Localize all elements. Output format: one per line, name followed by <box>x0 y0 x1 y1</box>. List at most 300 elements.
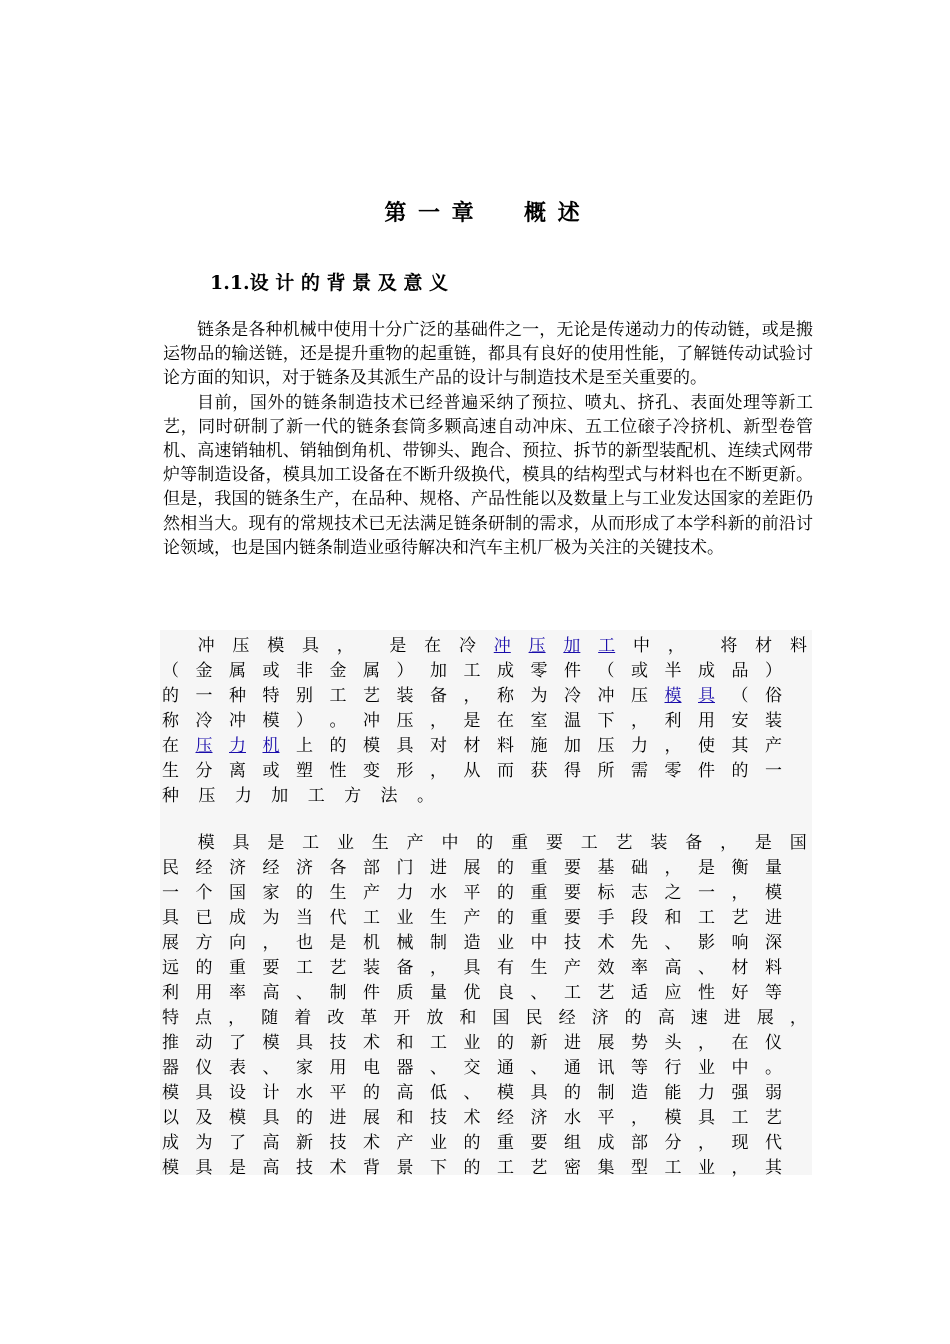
excerpt-char: 为 <box>530 686 548 706</box>
excerpt-char: 基 <box>597 858 615 878</box>
excerpt-char: 离 <box>229 761 246 781</box>
excerpt-char: 模 <box>197 833 215 853</box>
excerpt-char: 为 <box>195 1133 213 1153</box>
excerpt-char: 段 <box>631 908 648 928</box>
excerpt-char: 模 <box>267 636 285 656</box>
excerpt-char: 水 <box>296 1083 313 1103</box>
excerpt-char: 重 <box>511 833 529 853</box>
excerpt-char: 响 <box>731 933 749 953</box>
excerpt-char: 手 <box>597 908 615 928</box>
excerpt-char: 术 <box>363 1133 380 1153</box>
excerpt-char: 得 <box>564 761 581 781</box>
body-text <box>163 318 813 560</box>
excerpt-char: 加 <box>564 736 581 756</box>
excerpt-char: ， <box>336 636 354 656</box>
excerpt-char: 技 <box>329 1133 347 1153</box>
excerpt-char: 用 <box>195 983 213 1003</box>
excerpt-char: 材 <box>463 736 481 756</box>
excerpt-char: 也 <box>296 933 313 953</box>
excerpt-char: ， <box>430 761 447 781</box>
excerpt-char: 强 <box>731 1083 749 1103</box>
excerpt-char: 要 <box>564 858 581 878</box>
excerpt-char: ， <box>698 1033 715 1053</box>
excerpt-char: 要 <box>530 1133 548 1153</box>
excerpt-char: 经 <box>558 1008 576 1028</box>
excerpt-char: 模 <box>497 1083 514 1103</box>
excerpt-char: 质 <box>396 983 414 1003</box>
excerpt-char: 是 <box>389 636 407 656</box>
excerpt-char: ， <box>720 833 738 853</box>
excerpt-char: 具 <box>698 1108 715 1128</box>
excerpt-1-line <box>162 756 782 781</box>
excerpt-char: 模 <box>765 883 782 903</box>
excerpt-char: 属 <box>229 661 246 681</box>
excerpt-char: 。 <box>329 711 347 731</box>
excerpt-char: ， <box>228 1008 246 1028</box>
excerpt-char: 点 <box>195 1008 213 1028</box>
excerpt-char: 力 <box>396 883 414 903</box>
excerpt-char: 及 <box>195 1108 213 1128</box>
excerpt-char: 业 <box>430 1133 447 1153</box>
excerpt-char: 利 <box>664 711 682 731</box>
excerpt-char: 工 <box>307 786 325 806</box>
excerpt-char: 半 <box>664 661 682 681</box>
excerpt-char: 量 <box>765 858 782 878</box>
excerpt-char: 业 <box>463 1033 481 1053</box>
excerpt-char: 进 <box>564 1033 581 1053</box>
excerpt-char: 术 <box>329 1158 347 1178</box>
excerpt-1-line <box>162 781 434 806</box>
excerpt-char: 成 <box>698 661 715 681</box>
excerpt-char: 、 <box>530 983 548 1003</box>
excerpt-char: 安 <box>731 711 749 731</box>
excerpt-char: 室 <box>530 711 548 731</box>
excerpt-char: 础 <box>631 858 648 878</box>
hyperlink-char[interactable]: 加 <box>563 636 581 656</box>
excerpt-char: 进 <box>765 908 782 928</box>
hyperlink-char[interactable]: 工 <box>598 636 616 656</box>
excerpt-char: 革 <box>360 1008 378 1028</box>
excerpt-char: 备 <box>685 833 703 853</box>
excerpt-char: 讯 <box>597 1058 615 1078</box>
excerpt-char: 重 <box>530 883 548 903</box>
excerpt-char: 门 <box>396 858 414 878</box>
excerpt-char: 零 <box>530 661 548 681</box>
excerpt-char: 械 <box>396 933 414 953</box>
excerpt-char: 模 <box>262 711 280 731</box>
excerpt-char: 器 <box>162 1058 179 1078</box>
excerpt-char: 头 <box>664 1033 682 1053</box>
excerpt-char: 是 <box>329 933 347 953</box>
excerpt-char: 的 <box>497 1033 514 1053</box>
hyperlink-char[interactable]: 模 <box>664 686 682 706</box>
excerpt-char: ， <box>731 1158 749 1178</box>
excerpt-char: 。 <box>416 786 434 806</box>
excerpt-char: （ <box>597 661 615 681</box>
excerpt-char: 计 <box>262 1083 280 1103</box>
excerpt-char: 重 <box>497 1133 514 1153</box>
excerpt-char: 进 <box>430 858 447 878</box>
excerpt-char: 成 <box>597 1133 615 1153</box>
excerpt-char: 冲 <box>229 711 246 731</box>
excerpt-1-line <box>162 706 782 731</box>
excerpt-char: 是 <box>754 833 772 853</box>
excerpt-char: 特 <box>262 686 280 706</box>
excerpt-char: 是 <box>267 833 285 853</box>
excerpt-char: 水 <box>564 1108 581 1128</box>
excerpt-char: 俗 <box>765 686 782 706</box>
excerpt-char: 技 <box>564 933 581 953</box>
excerpt-char: 个 <box>195 883 213 903</box>
excerpt-char: 推 <box>162 1033 179 1053</box>
excerpt-char: 影 <box>698 933 715 953</box>
excerpt-char: 造 <box>463 933 481 953</box>
excerpt-char: 优 <box>463 983 481 1003</box>
excerpt-char: 改 <box>327 1008 345 1028</box>
excerpt-char: 随 <box>261 1008 279 1028</box>
excerpt-char: 的 <box>731 761 749 781</box>
excerpt-char: ） <box>296 711 313 731</box>
excerpt-char: 具 <box>296 1033 313 1053</box>
excerpt-char: 衡 <box>731 858 749 878</box>
excerpt-char: 具 <box>195 1158 213 1178</box>
excerpt-char: 水 <box>430 883 447 903</box>
excerpt-char: 从 <box>463 761 481 781</box>
excerpt-char: 适 <box>631 983 648 1003</box>
excerpt-char: 艺 <box>597 983 615 1003</box>
excerpt-char: 效 <box>597 958 615 978</box>
excerpt-char: 工 <box>497 1158 514 1178</box>
excerpt-char: 远 <box>162 958 179 978</box>
excerpt-char: 分 <box>195 761 213 781</box>
excerpt-char: 具 <box>262 1108 280 1128</box>
excerpt-char: 业 <box>336 833 354 853</box>
paragraph-2: 目前，国外的链条制造技术已经普遍采纳了预拉、喷丸、挤孔、表面处理等新工艺，同时研制了新一代的链条套筒多颗高速自动冲床、五工位磙子冷挤机、新型卷管机、高速销轴机、销轴倒角机、带铆头、跑合、预拉、拆节的新型装配机、连续式网带炉等制造设备，模具加工设备在不断升级换代，模具的结构型式与材料也在不断更新。但是，我国的链条生产，在品种、规格、产品性能以及数量上与工业发达国家的差距仍然相当大。现有的常规技术已无法满足链条研制的需求，从而形成了本学科新的前沿讨论领域，也是国内链条制造业亟待解决和汽车主机厂极为关注的关键技术。 <box>163 392 813 558</box>
excerpt-char: 。 <box>765 1058 782 1078</box>
excerpt-char: 或 <box>262 661 280 681</box>
excerpt-char: 形 <box>396 761 414 781</box>
excerpt-char: 种 <box>229 686 246 706</box>
excerpt-char: 集 <box>597 1158 615 1178</box>
excerpt-2-line <box>162 903 782 928</box>
excerpt-char: 低 <box>430 1083 447 1103</box>
excerpt-char: 或 <box>631 661 648 681</box>
excerpt-char: 具 <box>232 833 250 853</box>
excerpt-char: 工 <box>698 908 715 928</box>
excerpt-char: 高 <box>262 983 280 1003</box>
excerpt-char: 中 <box>731 1058 749 1078</box>
excerpt-char: 具 <box>195 1083 213 1103</box>
excerpt-char: 业 <box>497 933 514 953</box>
excerpt-char: 技 <box>296 1158 313 1178</box>
excerpt-char: 以 <box>162 1108 179 1128</box>
excerpt-char: 件 <box>564 661 581 681</box>
excerpt-char: 民 <box>162 858 179 878</box>
chapter-title: 第 一 章 概 述 <box>384 200 582 226</box>
excerpt-char: 新 <box>296 1133 313 1153</box>
excerpt-char: 性 <box>698 983 715 1003</box>
excerpt-char: 当 <box>296 908 313 928</box>
excerpt-char: 材 <box>755 636 773 656</box>
excerpt-char: 具 <box>162 908 179 928</box>
excerpt-char: 制 <box>329 983 347 1003</box>
excerpt-char: 称 <box>497 686 514 706</box>
excerpt-char: ， <box>631 711 648 731</box>
excerpt-char: 背 <box>363 1158 380 1178</box>
excerpt-char: 模 <box>162 1083 179 1103</box>
excerpt-char: 别 <box>296 686 313 706</box>
excerpt-char: 产 <box>396 1133 414 1153</box>
excerpt-char: 家 <box>262 883 280 903</box>
excerpt-char: 一 <box>698 883 715 903</box>
excerpt-char: 模 <box>162 1158 179 1178</box>
excerpt-char: 新 <box>530 1033 548 1053</box>
excerpt-char: 在 <box>731 1033 749 1053</box>
excerpt-char: 艺 <box>363 686 380 706</box>
excerpt-char: 一 <box>195 686 213 706</box>
excerpt-char: ， <box>430 958 447 978</box>
excerpt-char: ， <box>631 1108 648 1128</box>
excerpt-char: 深 <box>765 933 782 953</box>
excerpt-char: 利 <box>162 983 179 1003</box>
excerpt-char: 民 <box>525 1008 543 1028</box>
excerpt-char: 在 <box>497 711 514 731</box>
excerpt-char: 等 <box>631 1058 648 1078</box>
excerpt-char: 代 <box>765 1133 782 1153</box>
excerpt-char: 非 <box>296 661 313 681</box>
excerpt-char: 国 <box>492 1008 510 1028</box>
hyperlink-char[interactable]: 具 <box>698 686 715 706</box>
excerpt-char: ， <box>664 736 682 756</box>
excerpt-char: 艺 <box>731 908 749 928</box>
excerpt-2-line <box>162 1053 782 1078</box>
hyperlink-char[interactable]: 冲 <box>493 636 511 656</box>
excerpt-char: 温 <box>564 711 581 731</box>
excerpt-char: 压 <box>198 786 216 806</box>
excerpt-char: 等 <box>765 983 782 1003</box>
excerpt-char: 冲 <box>597 686 615 706</box>
excerpt-char: 下 <box>430 1158 447 1178</box>
excerpt-char: ， <box>430 711 447 731</box>
excerpt-char: 其 <box>765 1158 782 1178</box>
excerpt-char: 表 <box>229 1058 246 1078</box>
excerpt-char: 工 <box>580 833 598 853</box>
excerpt-char: 平 <box>463 883 481 903</box>
paragraph-1: 链条是各种机械中使用十分广泛的基础件之一，无论是传递动力的传动链，或是搬运物品的输送链，还是提升重物的起重链，都具有良好的使用性能，了解链传动试验讨论方面的知识，对于链条及其派生产品的设计与制造技术是至关重要的。 <box>163 320 813 389</box>
excerpt-char: 有 <box>497 958 514 978</box>
excerpt-char: 交 <box>463 1058 481 1078</box>
hyperlink-char[interactable]: 压 <box>195 736 213 756</box>
excerpt-char: 金 <box>195 661 213 681</box>
excerpt-char: 料 <box>765 958 782 978</box>
excerpt-char: 机 <box>363 933 380 953</box>
excerpt-char: 属 <box>363 661 380 681</box>
excerpt-char: 的 <box>296 883 313 903</box>
excerpt-char: 中 <box>530 933 548 953</box>
excerpt-1-line <box>162 731 782 756</box>
excerpt-char: 变 <box>363 761 380 781</box>
excerpt-char: 器 <box>396 1058 414 1078</box>
excerpt-char: 法 <box>380 786 398 806</box>
excerpt-char: 模 <box>363 736 380 756</box>
excerpt-char: 备 <box>396 958 414 978</box>
section-title: 1.1.设 计 的 背 景 及 意 义 <box>210 272 448 294</box>
excerpt-char: 之 <box>664 883 682 903</box>
excerpt-char: 和 <box>396 1033 414 1053</box>
excerpt-char: 冷 <box>564 686 581 706</box>
excerpt-char: 在 <box>424 636 442 656</box>
excerpt-char: （ <box>162 661 179 681</box>
excerpt-char: 中 <box>441 833 459 853</box>
excerpt-char: 一 <box>162 883 179 903</box>
excerpt-char: 、 <box>430 1058 447 1078</box>
excerpt-char: 通 <box>497 1058 514 1078</box>
excerpt-char: 装 <box>765 711 782 731</box>
excerpt-char: 方 <box>195 933 213 953</box>
excerpt-2-line <box>162 828 807 853</box>
excerpt-char: 压 <box>631 686 648 706</box>
excerpt-2-line <box>162 978 782 1003</box>
excerpt-char: 设 <box>229 1083 246 1103</box>
excerpt-char: 先 <box>631 933 648 953</box>
excerpt-char: 经 <box>262 858 280 878</box>
excerpt-char: 压 <box>597 736 615 756</box>
excerpt-char: 产 <box>765 736 782 756</box>
excerpt-char: 密 <box>564 1158 581 1178</box>
excerpt-char: 电 <box>363 1058 380 1078</box>
excerpt-char: 势 <box>631 1033 648 1053</box>
excerpt-char: 、 <box>463 1083 481 1103</box>
excerpt-char: 力 <box>631 736 648 756</box>
excerpt-char: 金 <box>329 661 347 681</box>
excerpt-char: 率 <box>631 958 648 978</box>
excerpt-char: 速 <box>690 1008 708 1028</box>
excerpt-char: 业 <box>396 908 414 928</box>
excerpt-char: 工 <box>731 1108 749 1128</box>
excerpt-char: 的 <box>463 1133 481 1153</box>
excerpt-char: 弱 <box>765 1083 782 1103</box>
excerpt-char: 性 <box>329 761 347 781</box>
excerpt-char: 下 <box>597 711 615 731</box>
excerpt-char: 和 <box>664 908 682 928</box>
excerpt-char: 各 <box>329 858 347 878</box>
excerpt-char: 一 <box>765 761 782 781</box>
excerpt-char: 的 <box>476 833 494 853</box>
excerpt-char: 了 <box>229 1033 246 1053</box>
excerpt-char: 获 <box>530 761 548 781</box>
excerpt-char: 生 <box>371 833 389 853</box>
excerpt-char: 是 <box>229 1158 246 1178</box>
excerpt-char: 中 <box>632 636 650 656</box>
excerpt-char: 而 <box>497 761 514 781</box>
excerpt-char: ， <box>789 1008 807 1028</box>
excerpt-char: 工 <box>664 1158 682 1178</box>
excerpt-char: 仪 <box>765 1033 782 1053</box>
excerpt-char: 需 <box>631 761 648 781</box>
excerpt-char: 、 <box>296 983 313 1003</box>
excerpt-char: 要 <box>545 833 563 853</box>
excerpt-char: 组 <box>564 1133 581 1153</box>
excerpt-char: 压 <box>232 636 250 656</box>
excerpt-char: 成 <box>162 1133 179 1153</box>
excerpt-char: 件 <box>698 761 715 781</box>
excerpt-char: 展 <box>162 933 179 953</box>
excerpt-char: 具 <box>301 636 319 656</box>
excerpt-char: 高 <box>664 958 682 978</box>
excerpt-char: 力 <box>698 1083 715 1103</box>
excerpt-char: 种 <box>162 786 179 806</box>
excerpt-char: ） <box>765 661 782 681</box>
excerpt-char: 产 <box>463 908 481 928</box>
excerpt-char: 的 <box>329 736 347 756</box>
excerpt-char: 成 <box>497 661 514 681</box>
excerpt-char: 料 <box>497 736 514 756</box>
excerpt-char: ， <box>731 883 749 903</box>
excerpt-char: 的 <box>497 883 514 903</box>
excerpt-1-line <box>162 631 807 656</box>
excerpt-char: 、 <box>530 1058 548 1078</box>
excerpt-char: ， <box>667 636 685 656</box>
excerpt-char: 称 <box>162 711 179 731</box>
excerpt-2-line <box>162 878 782 903</box>
excerpt-char: 部 <box>363 858 380 878</box>
excerpt-char: 其 <box>731 736 749 756</box>
excerpt-char: 了 <box>229 1133 246 1153</box>
excerpt-char: 工 <box>430 1033 447 1053</box>
excerpt-char: 量 <box>430 983 447 1003</box>
excerpt-char: 术 <box>463 1108 481 1128</box>
excerpt-2-line <box>162 1103 782 1128</box>
excerpt-char: 经 <box>195 858 213 878</box>
excerpt-char: 济 <box>229 858 246 878</box>
excerpt-char: 特 <box>162 1008 179 1028</box>
excerpt-char: ， <box>463 686 481 706</box>
excerpt-char: 术 <box>363 1033 380 1053</box>
excerpt-char: 展 <box>597 1033 615 1053</box>
excerpt-2-line <box>162 853 782 878</box>
excerpt-char: 上 <box>296 736 313 756</box>
excerpt-char: 高 <box>396 1083 414 1103</box>
excerpt-char: 向 <box>229 933 246 953</box>
excerpt-char: 工 <box>363 908 380 928</box>
excerpt-char: 产 <box>363 883 380 903</box>
excerpt-char: 高 <box>262 1133 280 1153</box>
excerpt-char: 的 <box>195 958 213 978</box>
hyperlink-char[interactable]: 压 <box>528 636 546 656</box>
excerpt-char: 平 <box>597 1108 615 1128</box>
excerpt-char: 是 <box>463 711 481 731</box>
excerpt-char: 志 <box>631 883 648 903</box>
excerpt-char: 型 <box>631 1158 648 1178</box>
hyperlink-char[interactable]: 力 <box>229 736 246 756</box>
excerpt-char: 生 <box>329 883 347 903</box>
excerpt-char: 和 <box>396 1108 414 1128</box>
excerpt-char: 成 <box>229 908 246 928</box>
excerpt-char: 仪 <box>195 1058 213 1078</box>
hyperlink-char[interactable]: 机 <box>262 736 280 756</box>
excerpt-char: 的 <box>463 1158 481 1178</box>
excerpt-char: 艺 <box>530 1158 548 1178</box>
excerpt-char: 良 <box>497 983 514 1003</box>
excerpt-char: 分 <box>664 1133 682 1153</box>
excerpt-char: 产 <box>564 958 581 978</box>
excerpt-char: 着 <box>294 1008 312 1028</box>
excerpt-char: 济 <box>530 1108 548 1128</box>
excerpt-char: 生 <box>162 761 179 781</box>
excerpt-char: 工 <box>564 983 581 1003</box>
excerpt-char: 动 <box>195 1033 213 1053</box>
excerpt-char: 代 <box>329 908 347 928</box>
